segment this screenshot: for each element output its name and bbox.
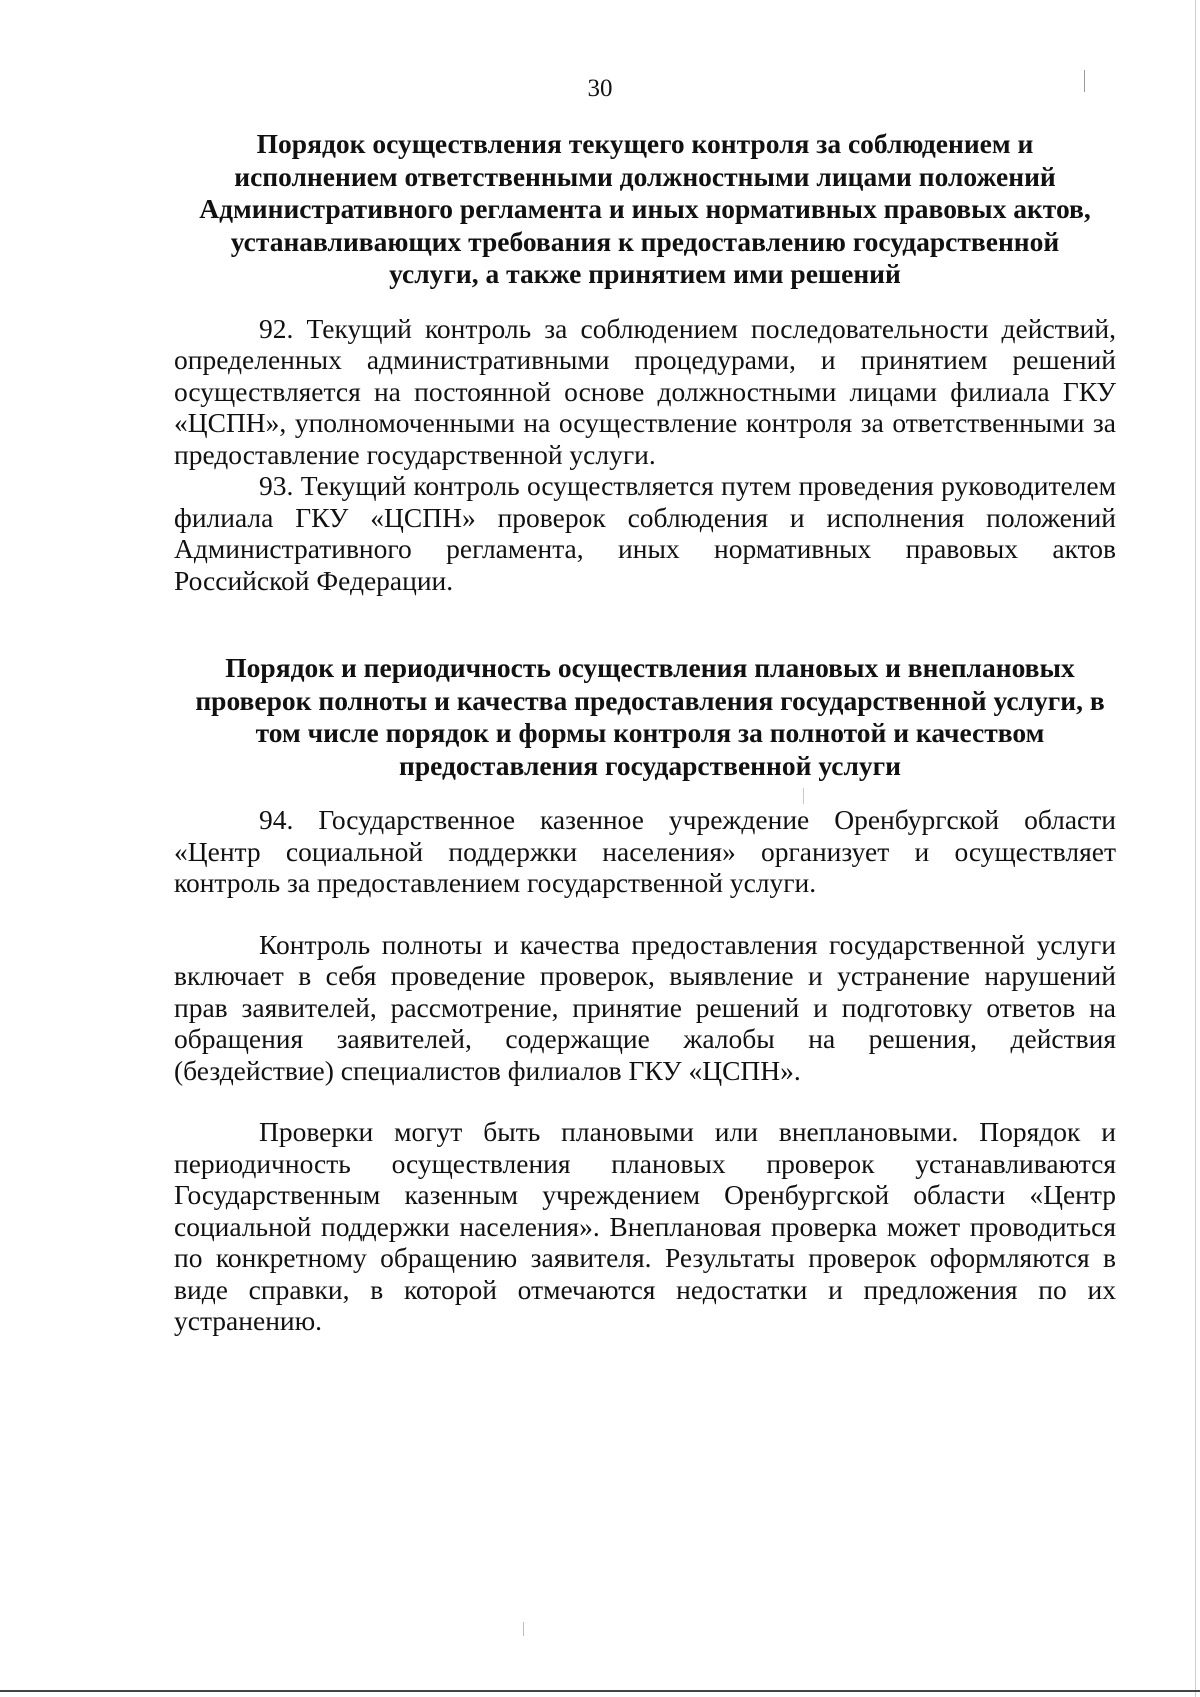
scan-edge-right <box>1195 0 1196 1697</box>
paragraph-control-scope: Контроль полноты и качества предоставления государственной услуги включает в себя проведение проверок, выявление и устранение нарушений прав заявителей, рассмотрение, принятие решений и подготовку ответов на обращения заявителей, содержащие жалобы на решения, действия (бездействие) специалистов филиалов ГКУ «ЦСПН». <box>174 928 1116 1086</box>
paragraph-92: 92. Текущий контроль за соблюдением последовательности действий, определенных административными процедурами, и принятием решений осуществляется на постоянной основе должностными лицами филиала ГКУ «ЦСПН», уполномоченными на осуществление контроля за ответственными за предоставление государственной услуги. <box>174 312 1116 470</box>
scan-artifact <box>1084 70 1085 92</box>
scan-artifact <box>523 1622 524 1636</box>
page-number: 30 <box>587 75 613 102</box>
scan-edge-bottom <box>0 1690 1200 1692</box>
section-heading-inspections: Порядок и периодичность осуществления плановых и внеплановых проверок полноты и качества предоставления государственной услуги, в том числе порядок и формы контроля за полнотой и качеством предоставления государственной услуги <box>195 652 1105 781</box>
paragraph-93: 93. Текущий контроль осуществляется путем проведения руководителем филиала ГКУ «ЦСПН» проверок соблюдения и исполнения положений Административного регламента, иных нормативных правовых актов Российской Федерации. <box>174 470 1116 596</box>
page-content <box>174 128 1116 1337</box>
paragraph-inspection-types: Проверки могут быть плановыми или внеплановыми. Порядок и периодичность осуществления плановых проверок устанавливаются Государственным казенным учреждением Оренбургской области «Центр социальной поддержки населения». Внеплановая проверка может проводиться по конкретному обращению заявителя. Результаты проверок оформляются в виде справки, в которой отмечаются недостатки и предложения по их устранению. <box>174 1116 1116 1336</box>
paragraph-94: 94. Государственное казенное учреждение Оренбургской области «Центр социальной поддержки населения» организует и осуществляет контроль за предоставлением государственной услуги. <box>174 804 1116 898</box>
section-heading-current-control: Порядок осуществления текущего контроля за соблюдением и исполнением ответственными должностными лицами положений Административного регламента и иных нормативных правовых актов, устанавливающих требования к предоставлению государственной услуги, а также принятием ими решений <box>199 128 1091 289</box>
scan-artifact <box>803 788 804 804</box>
